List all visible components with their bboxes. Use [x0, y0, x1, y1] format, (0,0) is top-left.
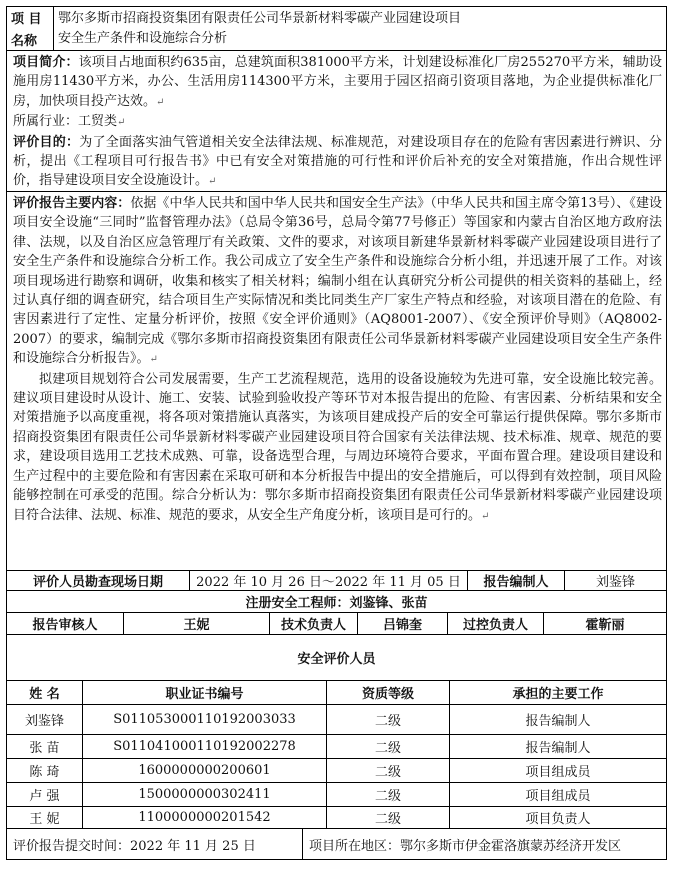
project-name-label [7, 7, 54, 50]
author-value: 刘鉴锋 [595, 575, 635, 590]
staff-cert: S011053000110192003033 [83, 705, 327, 734]
industry: 所属行业：工贸类↵ [13, 114, 126, 130]
assessment-form [6, 6, 667, 860]
report-label: 评价报告主要内容： [13, 196, 131, 211]
table-row [7, 807, 666, 829]
staff-title-row [7, 635, 666, 681]
staff-duty: 项目组成员 [525, 789, 591, 804]
report-para2-text: 拟建项目规划符合公司发展需要，生产工艺流程规范，选用的设备设施较为先进可靠，安全设施比较完善。建议项目建设时从设计、施工、安装、试验到验收投产等环节对本报告提出的危险、有害因素、分析结果和安全对策措施予以高度重视，将各项对策措施认真落实，为该项目建成投产后的安全可靠运行提供保障。鄂尔多斯市招商投资集团有限责任公司华景新材料零碳产业园建设项目符合国家有关法律法规、技术标准、规章、规范的要求，建设项目选用工艺技术成熟、可靠，设备选型合理，与周边环境符合要求，平面布置合理。建设项目建设和生产过程中的主要危险和有害因素在采取可研和本分析报告中提出的安全措施后，可以得到有效控制，项目风险能够控制在可承受的范围。综合分析认为：鄂尔多斯市招商投资集团有限责任公司华景新材料零碳产业园建设项目符合法律、法规、标准、规范的要求，从安全生产角度分析，该项目是可行的。 [13, 371, 662, 523]
intro-text: 该项目占地面积约635亩，总建筑面积381000平方米，计划建设标准化厂房255270平方米，辅助设施用房11430平方米，办公、生活用房114300平方米，主要用于园区招商引资项目落地，为企业提供标准化厂房，加快项目投产达效。 [13, 55, 662, 109]
staff-name: 卢 强 [7, 783, 83, 806]
staff-name: 陈 琦 [7, 759, 83, 782]
purpose-label: 评价目的： [13, 134, 80, 150]
submit-value: 2022 年 11 月 25 日 [130, 838, 256, 854]
staff-name: 张 苗 [7, 735, 83, 758]
purpose: 评价目的：为了全面落实油气管道相关安全法律法规、标准规范，对建设项目存在的危险有害因素进行辨识、分析，提出《工程项目可行报告书》中已有安全对策措施的可行性和评价后补充的安全对策措施，作出合规性评价，指导建设项目安全设施设计。↵ [13, 134, 662, 189]
purpose-text: 为了全面落实油气管道相关安全法律法规、标准规范，对建设项目存在的危险有害因素进行辨识、分析，提出《工程项目可行报告书》中已有安全对策措施的可行性和评价后补充的安全对策措施，作出合规性评价，指导建设项目安全设施设计。 [13, 134, 662, 189]
footer-row [7, 829, 666, 859]
process-lead-label: 过控负责人 [448, 613, 544, 634]
staff-duty: 项目组成员 [525, 765, 591, 780]
staff-cert: 1600000000200601 [83, 759, 327, 782]
header-name: 姓 名 [7, 681, 83, 704]
location-value: 鄂尔多斯市伊金霍洛旗蒙苏经济开发区 [400, 838, 622, 854]
intro-label: 项目简介： [13, 55, 79, 70]
staff-name: 王 妮 [7, 807, 83, 828]
submit-time [7, 829, 303, 859]
header-cert: 职业证书编号 [83, 681, 327, 704]
process-lead-value: 霍靳丽 [585, 618, 625, 633]
location-label: 项目所在地区： [309, 838, 401, 854]
header-duty: 承担的主要工作 [512, 687, 604, 702]
table-row [7, 759, 666, 783]
author-label: 报告编制人 [468, 571, 565, 590]
staff-duty: 项目负责人 [525, 812, 591, 827]
report-para-2: 拟建项目规划符合公司发展需要，生产工艺流程规范，选用的设备设施较为先进可靠，安全设施比较完善。建议项目建设时从设计、施工、安装、试验到验收投产等环节对本报告提出的危险、有害因素、分析结果和安全对策措施予以高度重视，将各项对策措施认真落实，为该项目建成投产后的安全可靠运行提供保障。鄂尔多斯市招商投资集团有限责任公司华景新材料零碳产业园建设项目符合国家有关法律法规、技术标准、规章、规范的要求，建设项目选用工艺技术成熟、可靠，设备选型合理，与周边环境符合要求，平面布置合理。建设项目建设和生产过程中的主要危险和有害因素在采取可研和本分析报告中提出的安全措施后，可以得到有效控制，项目风险能够控制在可承受的范围。综合分析认为：鄂尔多斯市招商投资集团有限责任公司华景新材料零碳产业园建设项目符合法律、法规、标准、规范的要求，从安全生产角度分析，该项目是可行的。↵ [13, 371, 662, 523]
industry-label: 所属行业： [13, 114, 79, 130]
survey-row [7, 571, 666, 591]
survey-date-label: 评价人员勘查现场日期 [7, 571, 190, 590]
project-label-line1: 项 目 [11, 12, 42, 28]
engineers-row [7, 591, 666, 613]
project-label-line2: 名称 [11, 33, 38, 49]
report-para-1: 评价报告主要内容：依据《中华人民共和国中华人民共和国安全生产法》（中华人民共和国主席令第13号）、《建设项目安全设施“三同时”监督管理办法》（总局令第36号，总局令第77号修正）等国家和内蒙古自治区地方政府法律、法规，以及自治区应急管理厅有关政策、文件的要求，对该项目新建华景新材料零碳产业园建设项目进行了安全生产条件和设施综合分析工作。我公司成立了安全生产条件和设施综合分析小组，并迅速开展了工作。对该项目现场进行勘察和调研，收集和核实了相关材料；编制小组在认真研究分析公司提供的相关资料的基础上，经过认真仔细的调查研究，结合项目生产实际情况和类比同类生产厂家生产特点和经验，对该项目潜在的危险、有害因素进行了定性、定量分析评价，按照《安全评价通则》（AQ8001-2007）、《安全预评价导则》（AQ8002-2007）的要求，编制完成《鄂尔多斯市招商投资集团有限责任公司华景新材料零碳产业园建设项目安全生产条件和设施综合分析报告》。↵ [13, 196, 662, 367]
staff-cert: 1100000000201542 [83, 807, 327, 828]
project-location [303, 829, 666, 859]
reviewer-label: 报告审核人 [7, 613, 124, 634]
staff-name: 刘鉴锋 [7, 705, 83, 734]
project-intro-section [7, 51, 666, 192]
staff-cert: S011041000110192002278 [83, 735, 327, 758]
reviewers-row [7, 613, 666, 635]
project-name-line1: 鄂尔多斯市招商投资集团有限责任公司华景新材料零碳产业园建设项目 [58, 11, 462, 26]
industry-value: 工贸类 [78, 114, 118, 130]
project-name-value [54, 7, 666, 50]
table-row [7, 783, 666, 807]
project-intro: 项目简介：该项目占地面积约635亩，总建筑面积381000平方米，计划建设标准化厂房255270平方米，辅助设施用房11430平方米，办公、生活用房114300平方米，主要用于园区招商引资项目落地，为企业提供标准化厂房，加快项目投产达效。↵ [13, 55, 662, 109]
staff-level: 二级 [327, 759, 450, 782]
registered-engineers: 注册安全工程师：刘鉴锋、张苗 [245, 596, 428, 611]
tech-lead-value: 吕锦奎 [358, 613, 448, 634]
staff-header-row [7, 681, 666, 705]
submit-label: 评价报告提交时间： [13, 838, 131, 854]
staff-level: 二级 [327, 705, 450, 734]
project-name-line2: 安全生产条件和设施综合分析 [58, 31, 228, 46]
staff-level: 二级 [327, 735, 450, 758]
staff-duty: 报告编制人 [525, 741, 591, 756]
staff-cert: 1500000000302411 [83, 783, 327, 806]
reviewer-value: 王妮 [124, 613, 270, 634]
staff-duty: 报告编制人 [525, 714, 591, 729]
tech-lead-label: 技术负责人 [270, 613, 358, 634]
survey-date-value: 2022 年 10 月 26 日～2022 年 11 月 05 日 [190, 571, 468, 590]
staff-title: 安全评价人员 [297, 652, 376, 667]
header-level: 资质等级 [327, 681, 450, 704]
table-row [7, 735, 666, 759]
staff-level: 二级 [327, 783, 450, 806]
table-row [7, 705, 666, 735]
staff-level: 二级 [327, 807, 450, 828]
report-content-section [7, 192, 666, 571]
project-name-row [7, 7, 666, 51]
report-para1-text: 依据《中华人民共和国中华人民共和国安全生产法》（中华人民共和国主席令第13号）、《建设项目安全设施“三同时”监督管理办法》（总局令第36号，总局令第77号修正）等国家和内蒙古自治区地方政府法律、法规，以及自治区应急管理厅有关政策、文件的要求，对该项目新建华景新材料零碳产业园建设项目进行了安全生产条件和设施综合分析工作。我公司成立了安全生产条件和设施综合分析小组，并迅速开展了工作。对该项目现场进行勘察和调研，收集和核实了相关材料；编制小组在认真研究分析公司提供的相关资料的基础上，经过认真仔细的调查研究，结合项目生产实际情况和类比同类生产厂家生产特点和经验，对该项目潜在的危险、有害因素进行了定性、定量分析评价，按照《安全评价通则》（AQ8001-2007）、《安全预评价导则》（AQ8002-2007）的要求，编制完成《鄂尔多斯市招商投资集团有限责任公司华景新材料零碳产业园建设项目安全生产条件和设施综合分析报告》。 [13, 196, 662, 367]
